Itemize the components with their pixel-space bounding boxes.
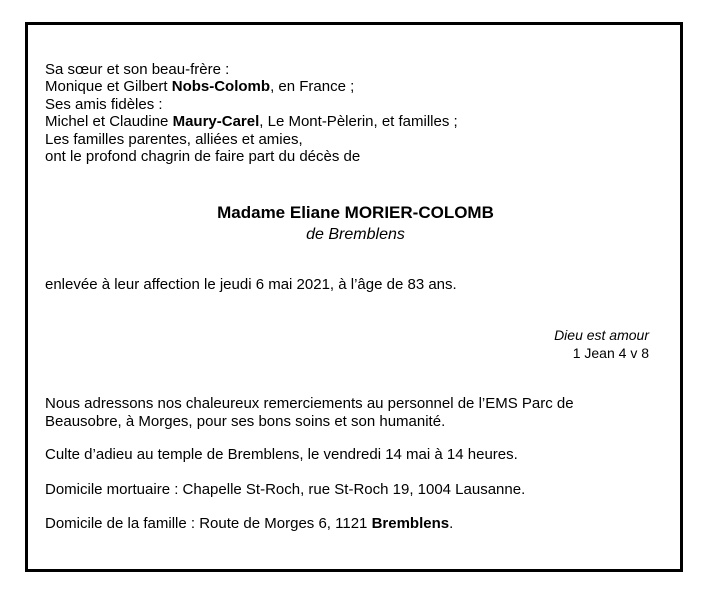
family-name-nobs-colomb: Nobs-Colomb [171, 78, 271, 96]
intro-line-4-post: , Le Mont-Pèlerin, et familles ; [259, 113, 458, 131]
intro-line-4 [45, 113, 458, 130]
family-name-maury-carel: Maury-Carel [172, 113, 260, 131]
intro-line-3: Ses amis fidèles : [45, 95, 163, 113]
deceased-origin: de Bremblens [306, 226, 405, 243]
intro-line-1: Sa sœur et son beau-frère : [45, 61, 230, 78]
family-announcement [45, 61, 458, 165]
intro-line-6: ont le profond chagrin de faire part du décès de [45, 147, 361, 165]
mortuary-line: Domicile mortuaire : Chapelle St-Roch, rue St-Roch 19, 1004 Lausanne. [45, 481, 526, 498]
family-home-pre: Domicile de la famille : Route de Morges 6, 1121 [45, 515, 372, 532]
intro-line-4-pre: Michel et Claudine [45, 113, 173, 131]
ceremony-line: Culte d’adieu au temple de Bremblens, le vendredi 14 mai à 14 heures. [45, 446, 518, 463]
intro-line-5: Les familles parentes, alliées et amies, [45, 130, 303, 148]
deceased-name: Madame Eliane MORIER-COLOMB [217, 203, 494, 222]
intro-line-2-pre: Monique et Gilbert [45, 78, 172, 96]
family-home-town: Bremblens [371, 515, 450, 532]
family-home-line [45, 515, 453, 532]
verse-reference: 1 Jean 4 v 8 [572, 345, 649, 361]
family-home-post: . [449, 515, 454, 532]
verse-text [554, 327, 649, 344]
intro-line-2 [45, 78, 458, 95]
departure-line: enlevée à leur affection le jeudi 6 mai 2021, à l’âge de 83 ans. [45, 276, 457, 293]
thanks-line-1: Nous adressons nos chaleureux remerciements au personnel de l’EMS Parc de [45, 395, 574, 412]
intro-line-2-post: , en France ; [270, 78, 355, 96]
thanks-line-2: Beausobre, à Morges, pour ses bons soins et son humanité. [45, 413, 446, 430]
verse-text-italic: Dieu est amour [554, 327, 649, 343]
